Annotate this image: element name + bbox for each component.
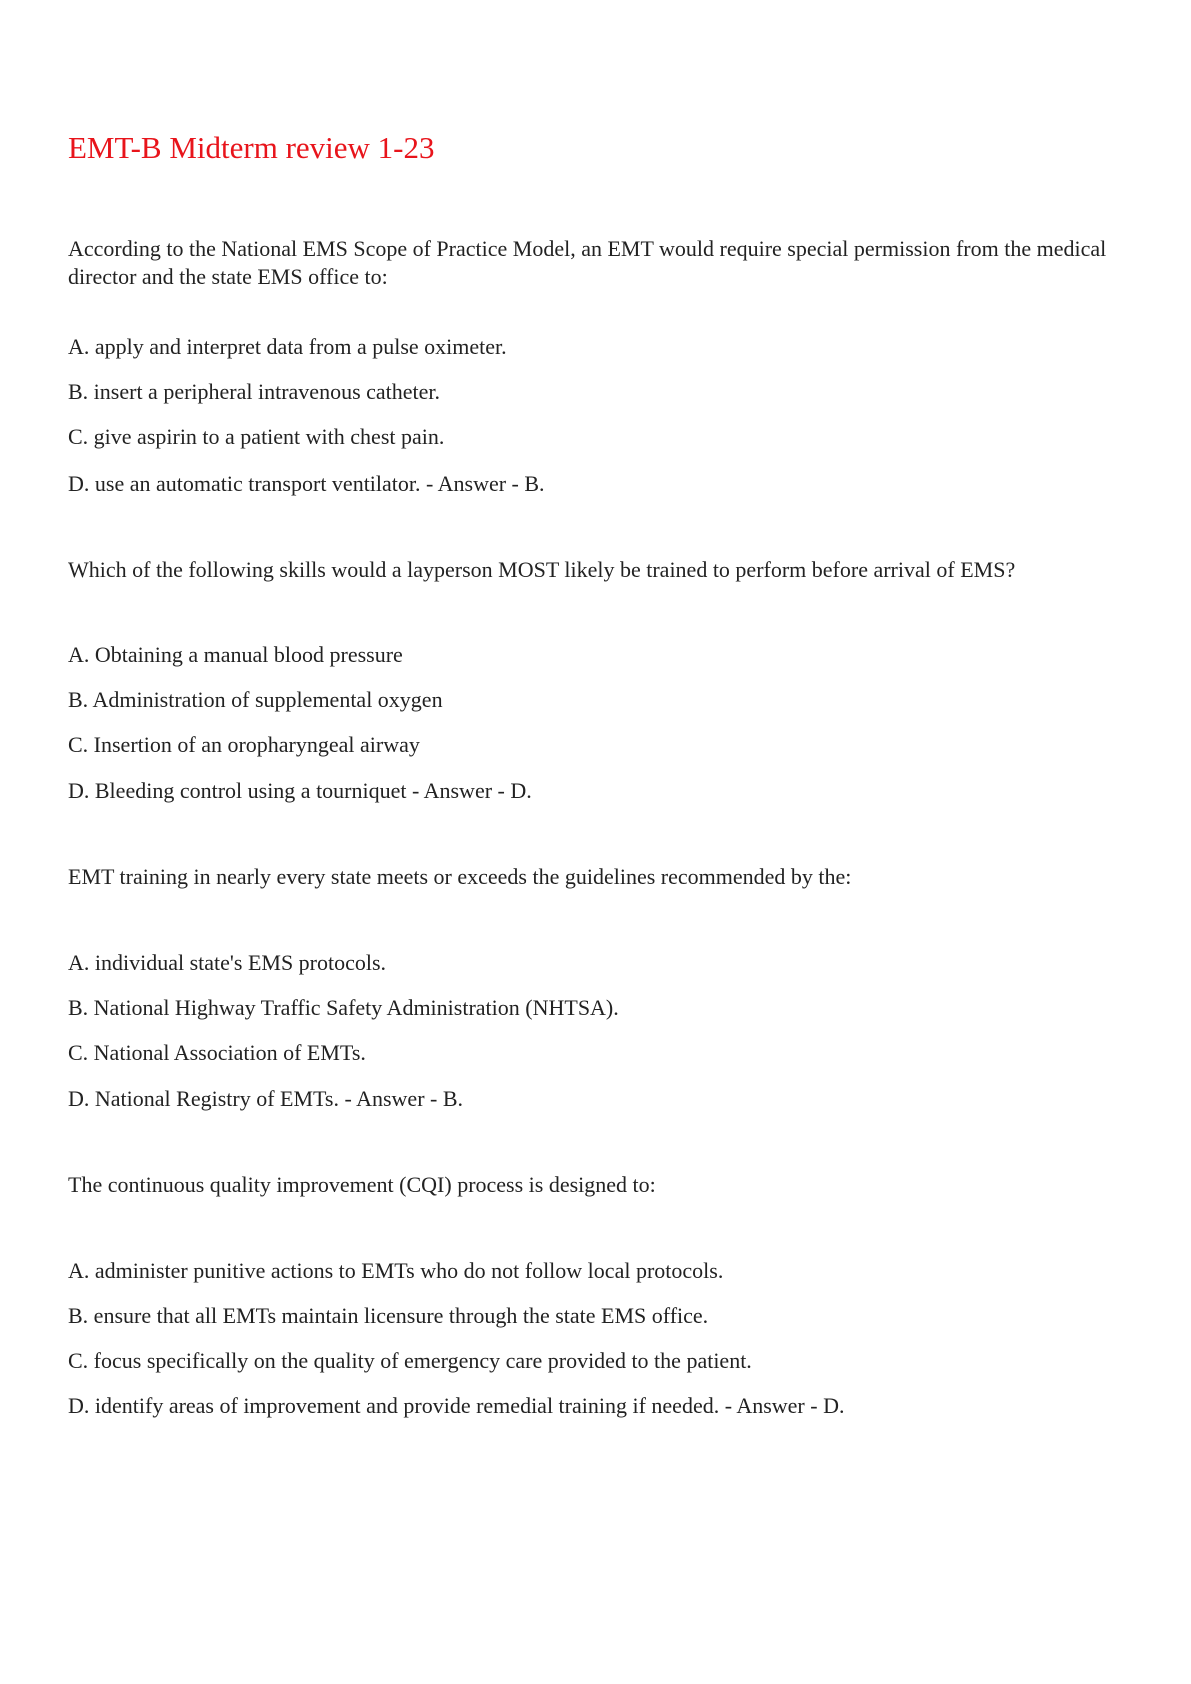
question-4-text: The continuous quality improvement (CQI) process is designed to: — [68, 1172, 656, 1197]
question-2-text: Which of the following skills would a layperson MOST likely be trained to perform before arrival of EMS? — [68, 557, 1016, 582]
question-4-option-b: B. ensure that all EMTs maintain licensure through the state EMS office. — [68, 1303, 709, 1328]
question-4-option-a: A. administer punitive actions to EMTs who do not follow local protocols. — [68, 1258, 724, 1283]
question-3-text: EMT training in nearly every state meets or exceeds the guidelines recommended by the: — [68, 864, 852, 889]
question-3-option-c: C. National Association of EMTs. — [68, 1040, 366, 1065]
question-1-option-b: B. insert a peripheral intravenous catheter. — [68, 379, 441, 404]
question-2-option-c: C. Insertion of an oropharyngeal airway — [68, 732, 420, 757]
question-4-option-c: C. focus specifically on the quality of emergency care provided to the patient. — [68, 1348, 752, 1373]
question-2-option-a: A. Obtaining a manual blood pressure — [68, 642, 403, 667]
question-4-option-d: D. identify areas of improvement and provide remedial training if needed. - Answer - D. — [68, 1393, 845, 1418]
question-2-option-b: B. Administration of supplemental oxygen — [68, 687, 443, 712]
question-1-option-c: C. give aspirin to a patient with chest pain. — [68, 424, 445, 449]
document-title: EMT-B Midterm review 1-23 — [68, 130, 435, 165]
question-3-option-a: A. individual state's EMS protocols. — [68, 950, 387, 975]
question-1-option-a: A. apply and interpret data from a pulse oximeter. — [68, 334, 507, 359]
question-3-option-b: B. National Highway Traffic Safety Administration (NHTSA). — [68, 995, 619, 1020]
question-2-option-d: D. Bleeding control using a tourniquet - Answer - D. — [68, 778, 532, 803]
question-3-option-d: D. National Registry of EMTs. - Answer - B. — [68, 1086, 464, 1111]
question-1-option-d: D. use an automatic transport ventilator. - Answer - B. — [68, 471, 545, 496]
question-1-text: According to the National EMS Scope of Practice Model, an EMT would require special permission from the medical director and the state EMS office to: — [68, 236, 1107, 289]
